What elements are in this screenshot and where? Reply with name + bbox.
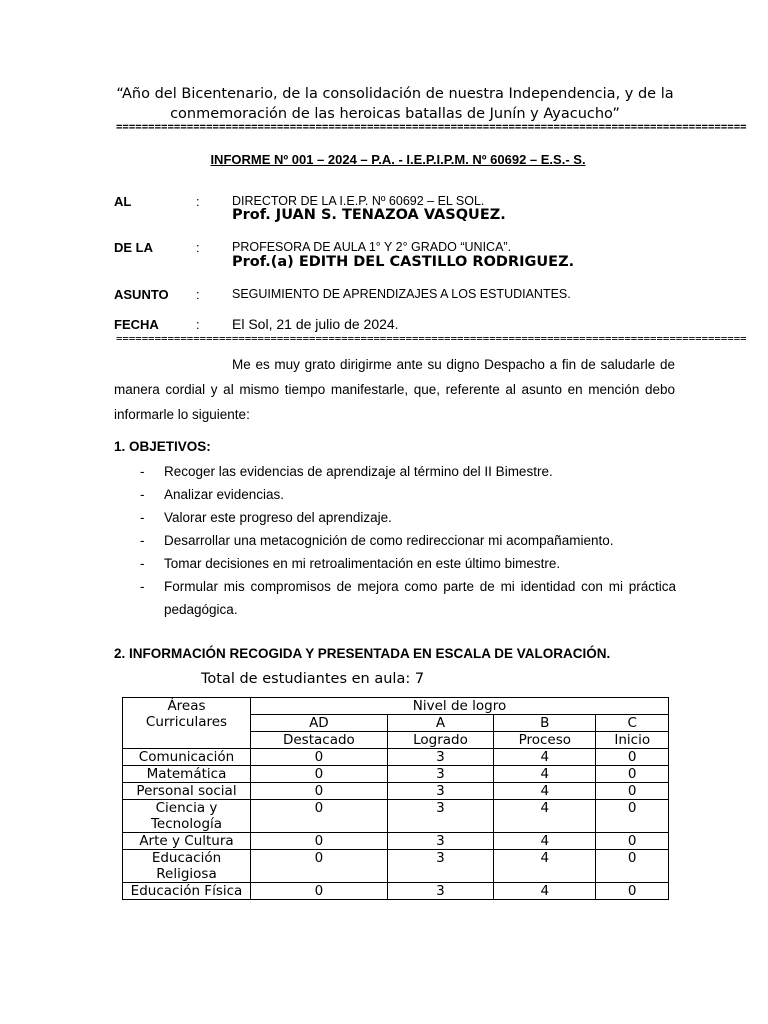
- motto-heading: “Año del Bicentenario, de la consolidación de nuestra Independencia, y de la conmemoración de las heroicas batallas de Junín y Ayacucho”: [116, 86, 674, 122]
- section-objectives-title: 1. OBJETIVOS:: [114, 439, 211, 454]
- section-info-title: 2. INFORMACIÓN RECOGIDA Y PRESENTADA EN ESCALA DE VALORACIÓN.: [114, 646, 611, 661]
- area-header: Áreas Curriculares: [123, 698, 251, 749]
- table-row: [123, 850, 669, 883]
- intro-paragraph: Me es muy grato dirigirme ante su digno Despacho a fin de saludarle de manera cordial y al mismo tiempo manifestarle, que, referente al asunto en mención debo informarle lo siguiente:: [114, 357, 675, 422]
- dash-bullet: -: [140, 533, 145, 548]
- dash-bullet: -: [140, 487, 145, 502]
- separator-line-2: ==================================================================================================: [116, 332, 747, 345]
- table-cell: 0: [251, 800, 388, 833]
- level-name: Logrado: [387, 732, 493, 749]
- table-cell: 4: [494, 749, 596, 766]
- table-cell: 0: [251, 883, 388, 900]
- table-cell: 3: [387, 800, 493, 833]
- list-item: [140, 506, 676, 529]
- table-cell: 4: [494, 883, 596, 900]
- total-students: Total de estudiantes en aula: 7: [201, 671, 425, 687]
- from-position: PROFESORA DE AULA 1° Y 2° GRADO “UNICA”.: [232, 240, 512, 254]
- table-row: [123, 883, 669, 900]
- list-item: [140, 552, 676, 575]
- objectives-list: [140, 460, 676, 621]
- date-colon: :: [196, 317, 200, 332]
- level-group-header: Nivel de logro: [251, 698, 669, 715]
- achievement-table: [122, 697, 669, 900]
- level-name: Proceso: [494, 732, 596, 749]
- table-cell: 3: [387, 833, 493, 850]
- table-cell: 4: [494, 800, 596, 833]
- table-cell: 3: [387, 850, 493, 883]
- area-name: Educación Física: [123, 883, 251, 900]
- from-label: DE LA: [114, 240, 153, 255]
- list-item: [140, 529, 676, 552]
- table-row: [123, 783, 669, 800]
- table-cell: 0: [596, 850, 669, 883]
- table-cell: 0: [251, 783, 388, 800]
- table-cell: 4: [494, 833, 596, 850]
- dash-bullet: -: [140, 579, 145, 594]
- to-position: DIRECTOR DE LA I.E.P. Nº 60692 – EL SOL.: [232, 194, 485, 208]
- level-code: C: [596, 715, 669, 732]
- table-cell: 4: [494, 766, 596, 783]
- table-row: [123, 766, 669, 783]
- separator-line: ==================================================================================================: [116, 120, 747, 133]
- table-cell: 3: [387, 766, 493, 783]
- subject-label: ASUNTO: [114, 287, 169, 302]
- to-colon: :: [196, 194, 200, 209]
- dash-bullet: -: [140, 464, 145, 479]
- objective-text: Valorar este progreso del aprendizaje.: [164, 510, 392, 525]
- table-row: [123, 749, 669, 766]
- table-row: [123, 800, 669, 833]
- to-label: AL: [114, 194, 132, 209]
- level-name: Inicio: [596, 732, 669, 749]
- list-item: [140, 575, 676, 621]
- table-cell: 0: [251, 850, 388, 883]
- objective-text: Analizar evidencias.: [164, 487, 285, 502]
- level-code: AD: [251, 715, 388, 732]
- table-cell: 0: [596, 766, 669, 783]
- table-cell: 0: [596, 800, 669, 833]
- table-header-row: [123, 698, 669, 715]
- to-name: Prof. JUAN S. TENAZOA VASQUEZ.: [232, 207, 506, 223]
- table-cell: 0: [596, 883, 669, 900]
- table-cell: 3: [387, 749, 493, 766]
- table-cell: 0: [251, 766, 388, 783]
- dash-bullet: -: [140, 556, 145, 571]
- date-value: El Sol, 21 de julio de 2024.: [232, 316, 399, 332]
- area-name: Arte y Cultura: [123, 833, 251, 850]
- area-name: Ciencia y Tecnología: [123, 800, 251, 833]
- table-cell: 0: [596, 783, 669, 800]
- area-name: Personal social: [123, 783, 251, 800]
- table-cell: 3: [387, 783, 493, 800]
- report-title: INFORME Nº 001 – 2024 – P.A. - I.E.P.I.P.M. Nº 60692 – E.S.- S.: [210, 152, 586, 167]
- dash-bullet: -: [140, 510, 145, 525]
- table-cell: 3: [387, 883, 493, 900]
- area-name: Matemática: [123, 766, 251, 783]
- level-name: Destacado: [251, 732, 388, 749]
- table-cell: 4: [494, 783, 596, 800]
- subject-colon: :: [196, 287, 200, 302]
- objective-text: Formular mis compromisos de mejora como parte de mi identidad con mi práctica pedagógica.: [164, 579, 676, 617]
- level-code: B: [494, 715, 596, 732]
- subject-value: SEGUIMIENTO DE APRENDIZAJES A LOS ESTUDIANTES.: [232, 287, 571, 301]
- table-cell: 0: [251, 833, 388, 850]
- table-cell: 4: [494, 850, 596, 883]
- level-code: A: [387, 715, 493, 732]
- objective-text: Desarrollar una metacognición de como redireccionar mi acompañamiento.: [164, 533, 614, 548]
- area-name: Educación Religiosa: [123, 850, 251, 883]
- from-colon: :: [196, 240, 200, 255]
- area-name: Comunicación: [123, 749, 251, 766]
- objective-text: Recoger las evidencias de aprendizaje al término del II Bimestre.: [164, 464, 553, 479]
- table-row: [123, 833, 669, 850]
- table-cell: 0: [596, 833, 669, 850]
- from-name: Prof.(a) EDITH DEL CASTILLO RODRIGUEZ.: [232, 254, 575, 270]
- list-item: [140, 483, 676, 506]
- list-item: [140, 460, 676, 483]
- table-cell: 0: [251, 749, 388, 766]
- date-label: FECHA: [114, 317, 159, 332]
- objective-text: Tomar decisiones en mi retroalimentación en este último bimestre.: [164, 556, 561, 571]
- table-cell: 0: [596, 749, 669, 766]
